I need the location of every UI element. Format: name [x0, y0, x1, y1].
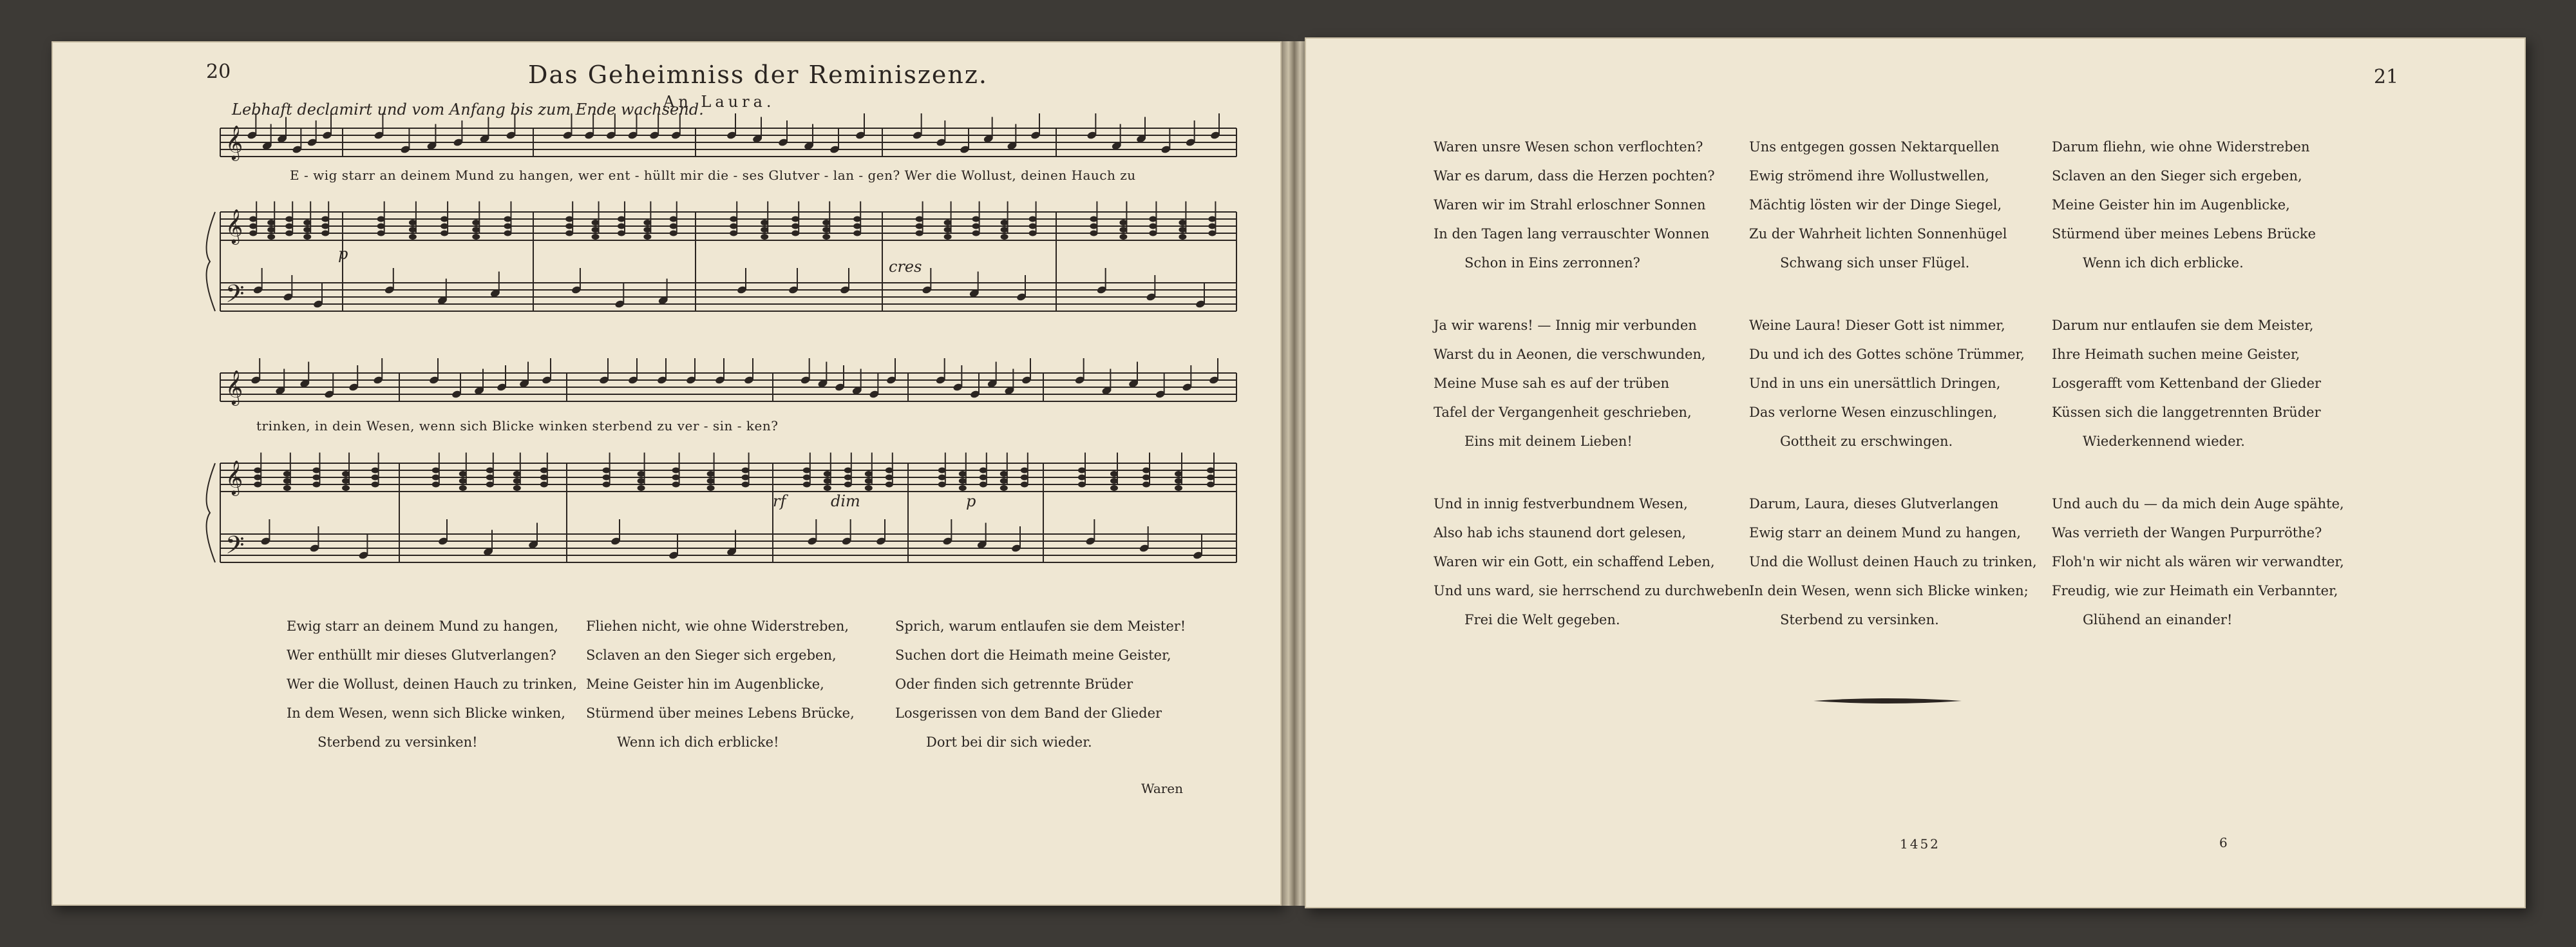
- chord-note: [761, 234, 768, 240]
- verse-line: Schon in Eins zerronnen?: [1464, 255, 1640, 271]
- verse-line: Sprich, warum entlaufen sie dem Meister!: [895, 618, 1186, 634]
- verse-line: Darum fliehn, wie ohne Widerstreben: [2052, 139, 2310, 155]
- chord-note: [638, 485, 645, 491]
- verse-line: Gottheit zu erschwingen.: [1780, 434, 1953, 449]
- dynamic-marking: p: [338, 245, 348, 263]
- verse-line: Du und ich des Gottes schöne Trümmer,: [1749, 347, 2025, 362]
- chord-note: [707, 485, 715, 491]
- verse-block: [2052, 133, 2316, 278]
- verse-line: Tafel der Vergangenheit geschrieben,: [1434, 405, 1692, 420]
- dynamic-marking: rf: [773, 492, 786, 510]
- verse-line: Mächtig lösten wir der Dinge Siegel,: [1749, 197, 2002, 213]
- verse-line: Wer die Wollust, deinen Hauch zu trinken,: [287, 676, 577, 692]
- verse-line: In den Tagen lang verrauschter Wonnen: [1434, 226, 1710, 242]
- dynamic-marking: p: [966, 492, 976, 510]
- verse-line: Warst du in Aeonen, die verschwunden,: [1434, 347, 1706, 362]
- verse-line: Wenn ich dich erblicke!: [617, 734, 779, 750]
- verse-block: [1434, 490, 1750, 635]
- song-title: Das Geheimniss der Reminiszenz.: [528, 61, 988, 89]
- chord-note: [944, 234, 952, 240]
- verse-line: Darum, Laura, dieses Glutverlangen: [1749, 496, 1999, 512]
- chord-note: [824, 485, 831, 491]
- plate-number: 1452: [1900, 836, 1940, 852]
- verse-line: Stürmend über meines Lebens Brücke,: [586, 705, 855, 721]
- verse-line: Meine Geister hin im Augenblicke,: [2052, 197, 2290, 213]
- verse-line: Freudig, wie zur Heimath ein Verbannter,: [2052, 583, 2338, 598]
- verse-line: Ewig starr an deinem Mund zu hangen,: [1749, 525, 2022, 540]
- verse-block: [586, 612, 855, 757]
- chord-note: [283, 485, 291, 491]
- dynamic-marking: dim: [831, 492, 860, 510]
- verse-line: Das verlorne Wesen einzuschlingen,: [1749, 405, 1998, 420]
- verse-line: Wenn ich dich erblicke.: [2083, 255, 2244, 271]
- tempo-marking: Lebhaft declamirt und vom Anfang bis zum Ende wachsend.: [232, 100, 704, 119]
- verse-line: Waren wir ein Gott, ein schaffend Leben,: [1434, 554, 1715, 569]
- verse-line: In dem Wesen, wenn sich Blicke winken,: [287, 705, 565, 721]
- chord-note: [1119, 234, 1127, 240]
- verse-line: Und uns ward, sie herrschend zu durchweben: [1434, 583, 1750, 598]
- verse-line: Wiederkennend wieder.: [2083, 434, 2245, 449]
- verse-line: Weine Laura! Dieser Gott ist nimmer,: [1749, 318, 2005, 333]
- chord-note: [303, 234, 311, 240]
- verse-block: [287, 612, 577, 757]
- verse-line: Und die Wollust deinen Hauch zu trinken,: [1749, 554, 2037, 569]
- verse-line: Eins mit deinem Lieben!: [1464, 434, 1633, 449]
- brace: [207, 463, 215, 562]
- verse-line: Meine Geister hin im Augenblicke,: [586, 676, 824, 692]
- chord-note: [959, 485, 967, 491]
- verse-line: Und in uns ein unersättlich Dringen,: [1749, 376, 2001, 391]
- verse-line: Suchen dort die Heimath meine Geister,: [895, 647, 1171, 663]
- verse-line: Sterbend zu versinken.: [1780, 612, 1939, 627]
- chord-note: [513, 485, 521, 491]
- verse-line: Was verrieth der Wangen Purpurröthe?: [2052, 525, 2322, 540]
- verse-line: Frei die Welt gegeben.: [1464, 612, 1620, 627]
- treble-clef-icon: 𝄞: [225, 124, 243, 160]
- system-1: [207, 113, 1236, 314]
- treble-clef-icon: 𝄞: [225, 369, 243, 405]
- verse-line: Sclaven an den Sieger sich ergeben,: [2052, 168, 2302, 184]
- chord-note: [1175, 485, 1182, 491]
- chord-note: [643, 234, 651, 240]
- chord-note: [342, 485, 350, 491]
- chord-note: [1110, 485, 1118, 491]
- verse-line: Fliehen nicht, wie ohne Widerstreben,: [586, 618, 849, 634]
- chord-note: [1179, 234, 1186, 240]
- chord-note: [592, 234, 600, 240]
- verse-line: Waren unsre Wesen schon verflochten?: [1434, 139, 1703, 155]
- verse-line: Ewig strömend ihre Wollustwellen,: [1749, 168, 1989, 184]
- verse-line: Glühend an einander!: [2083, 612, 2233, 627]
- verse-line: Floh'n wir nicht als wären wir verwandter,: [2052, 554, 2344, 569]
- verse-line: Also hab ichs staunend dort gelesen,: [1434, 525, 1687, 540]
- verse-block: [2052, 490, 2344, 635]
- verse-line: Und in innig festverbundnem Wesen,: [1434, 496, 1688, 512]
- verse-line: Küssen sich die langgetrennten Brüder: [2052, 405, 2321, 420]
- verse-block: [2052, 311, 2321, 456]
- end-ornament: [1814, 694, 1962, 707]
- verse-line: Schwang sich unser Flügel.: [1780, 255, 1970, 271]
- verse-block: [1749, 133, 2007, 278]
- catchword: Waren: [1141, 781, 1184, 796]
- song-subtitle: An Laura.: [663, 93, 775, 111]
- music-score: [52, 41, 1282, 621]
- verse-line: Uns entgegen gossen Nektarquellen: [1749, 139, 2000, 155]
- dynamic-marking: cres: [889, 258, 922, 276]
- chord-note: [459, 485, 467, 491]
- chord-note: [267, 234, 275, 240]
- verse-line: In dein Wesen, wenn sich Blicke winken;: [1749, 583, 2029, 598]
- bass-clef-icon: 𝄢: [225, 279, 245, 314]
- verse-block: [1434, 133, 1715, 278]
- verse-block: [1749, 490, 2037, 635]
- left-page: [52, 41, 1282, 906]
- chord-note: [472, 234, 480, 240]
- bass-clef-icon: 𝄢: [225, 530, 245, 566]
- page-number-left: 20: [206, 61, 231, 83]
- verse-line: Waren wir im Strahl erloschner Sonnen: [1434, 197, 1706, 213]
- verse-line: Losgerafft vom Kettenband der Glieder: [2052, 376, 2322, 391]
- signature-mark: 6: [2219, 835, 2228, 850]
- treble-clef-icon: 𝄞: [225, 208, 243, 244]
- brace: [207, 212, 215, 311]
- verse-line: Ewig starr an deinem Mund zu hangen,: [287, 618, 559, 634]
- chord-note: [1000, 485, 1008, 491]
- verse-line: Losgerissen von dem Band der Glieder: [895, 705, 1162, 721]
- verse-block: [895, 612, 1186, 757]
- verse-line: Sclaven an den Sieger sich ergeben,: [586, 647, 837, 663]
- book-gutter: [1282, 41, 1305, 906]
- verse-line: Stürmend über meines Lebens Brücke: [2052, 226, 2316, 242]
- verse-line: Ja wir warens! — Innig mir verbunden: [1434, 318, 1697, 333]
- treble-clef-icon: 𝄞: [225, 459, 243, 495]
- verse-line: Zu der Wahrheit lichten Sonnenhügel: [1749, 226, 2007, 242]
- verse-line: Darum nur entlaufen sie dem Meister,: [2052, 318, 2314, 333]
- verse-line: Oder finden sich getrennte Brüder: [895, 676, 1133, 692]
- right-page: [1305, 37, 2526, 908]
- verse-block: [1434, 311, 1706, 456]
- verse-line: War es darum, dass die Herzen pochten?: [1434, 168, 1715, 184]
- chord-note: [865, 485, 873, 491]
- chord-note: [409, 234, 417, 240]
- verse-line: Dort bei dir sich wieder.: [926, 734, 1092, 750]
- verse-line: Wer enthüllt mir dieses Glutverlangen?: [287, 647, 556, 663]
- lyrics-line-2: trinken, in dein Wesen, wenn sich Blicke winken sterbend zu ver - sin - ken?: [256, 418, 779, 434]
- lyrics-line-1: E - wig starr an deinem Mund zu hangen, wer ent - hüllt mir die - ses Glutver - lan - gen? Wer die Wollust, deinen Hauch zu: [290, 167, 1136, 183]
- verse-block: [1749, 311, 2025, 456]
- chord-note: [822, 234, 830, 240]
- verse-line: Sterbend zu versinken!: [317, 734, 478, 750]
- verse-line: Und auch du — da mich dein Auge spähte,: [2052, 496, 2344, 512]
- page-number-right: 21: [2374, 66, 2399, 88]
- verse-line: Ihre Heimath suchen meine Geister,: [2052, 347, 2300, 362]
- chord-note: [1001, 234, 1009, 240]
- system-2: [207, 245, 1236, 565]
- verse-line: Meine Muse sah es auf der trüben: [1434, 376, 1670, 391]
